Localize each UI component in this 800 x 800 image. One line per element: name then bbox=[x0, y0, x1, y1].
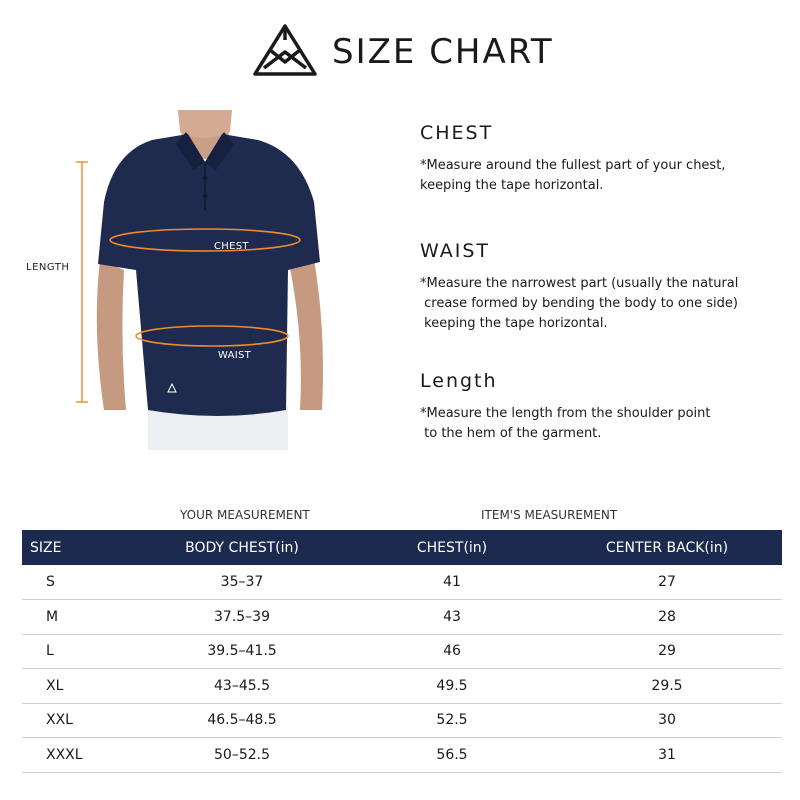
size-cell: XXXL bbox=[22, 738, 132, 773]
center-back-cell: 27 bbox=[552, 565, 782, 600]
size-cell: XXL bbox=[22, 703, 132, 738]
body-chest-cell: 43–45.5 bbox=[132, 669, 352, 704]
length-guide-line: *Measure the length from the shoulder point bbox=[420, 406, 711, 421]
waist-guide-line: crease formed by bending the body to one side) bbox=[420, 296, 738, 311]
chest-cell: 41 bbox=[352, 565, 552, 600]
waist-guide bbox=[420, 240, 790, 334]
size-cell: S bbox=[22, 565, 132, 600]
chest-guide-title: CHEST bbox=[420, 122, 494, 144]
size-table bbox=[22, 530, 782, 773]
length-guide-title: Length bbox=[420, 370, 498, 392]
waist-guide-title: WAIST bbox=[420, 240, 491, 262]
column-header-body-chest: BODY CHEST(in) bbox=[132, 530, 352, 565]
waist-guide-line: *Measure the narrowest part (usually the natural bbox=[420, 276, 739, 291]
length-label: LENGTH bbox=[26, 262, 70, 273]
waist-guide-line: keeping the tape horizontal. bbox=[420, 316, 608, 331]
your-measurement-label: YOUR MEASUREMENT bbox=[180, 508, 310, 522]
column-header-chest: CHEST(in) bbox=[352, 530, 552, 565]
mountain-triangle-logo-icon bbox=[250, 22, 320, 80]
chest-cell: 49.5 bbox=[352, 669, 552, 704]
waist-label: WAIST bbox=[218, 350, 252, 361]
center-back-cell: 29 bbox=[552, 634, 782, 669]
table-group-labels bbox=[0, 508, 800, 526]
column-header-size: SIZE bbox=[22, 530, 132, 565]
table-row bbox=[22, 738, 782, 773]
table-row bbox=[22, 565, 782, 600]
body-chest-cell: 39.5–41.5 bbox=[132, 634, 352, 669]
chest-cell: 43 bbox=[352, 600, 552, 635]
body-chest-cell: 50–52.5 bbox=[132, 738, 352, 773]
center-back-cell: 29.5 bbox=[552, 669, 782, 704]
chest-guide-line: *Measure around the fullest part of your chest, bbox=[420, 158, 726, 173]
table-row bbox=[22, 634, 782, 669]
model-photo bbox=[0, 110, 400, 450]
length-guide-line: to the hem of the garment. bbox=[420, 426, 602, 441]
center-back-cell: 28 bbox=[552, 600, 782, 635]
chest-label: CHEST bbox=[214, 241, 249, 252]
body-chest-cell: 35–37 bbox=[132, 565, 352, 600]
size-cell: XL bbox=[22, 669, 132, 704]
center-back-cell: 30 bbox=[552, 703, 782, 738]
size-cell: M bbox=[22, 600, 132, 635]
length-guide bbox=[420, 370, 790, 444]
column-header-center-back: CENTER BACK(in) bbox=[552, 530, 782, 565]
chest-cell: 52.5 bbox=[352, 703, 552, 738]
item-measurement-label: ITEM'S MEASUREMENT bbox=[481, 508, 618, 522]
table-row bbox=[22, 703, 782, 738]
size-cell: L bbox=[22, 634, 132, 669]
table-row bbox=[22, 600, 782, 635]
chest-guide bbox=[420, 122, 790, 196]
chest-guide-line: keeping the tape horizontal. bbox=[420, 178, 604, 193]
table-header-row bbox=[22, 530, 782, 565]
body-chest-cell: 46.5–48.5 bbox=[132, 703, 352, 738]
header bbox=[0, 22, 800, 86]
table-row bbox=[22, 669, 782, 704]
chest-cell: 46 bbox=[352, 634, 552, 669]
chest-cell: 56.5 bbox=[352, 738, 552, 773]
body-chest-cell: 37.5–39 bbox=[132, 600, 352, 635]
center-back-cell: 31 bbox=[552, 738, 782, 773]
page-title: SIZE CHART bbox=[332, 32, 554, 72]
